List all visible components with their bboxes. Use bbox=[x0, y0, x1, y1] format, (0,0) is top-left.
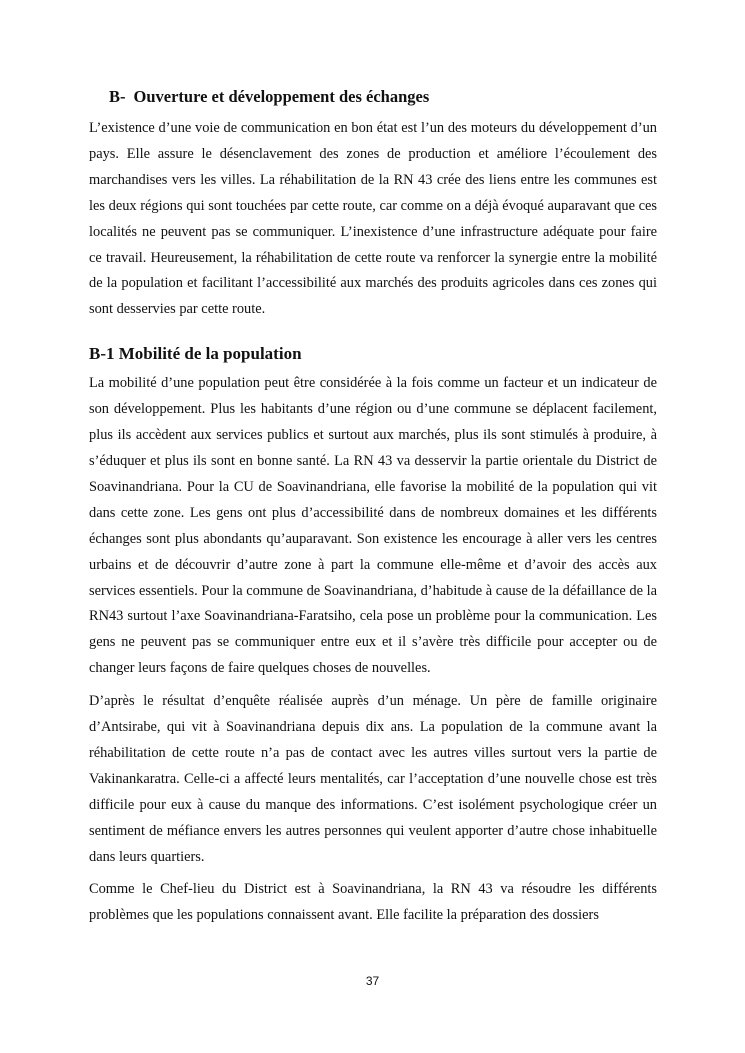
section-b-letter: B- bbox=[109, 87, 126, 106]
page-number: 37 bbox=[365, 974, 380, 988]
section-b1-paragraph-3: Comme le Chef-lieu du District est à Soavinandriana, la RN 43 va résoudre les différents problèmes que les populations connaissent avant. Elle facilite la préparation des dossiers bbox=[89, 881, 657, 924]
section-b-heading bbox=[109, 86, 657, 108]
section-b1-paragraph-2: D’après le résultat d’enquête réalisée auprès d’un ménage. Un père de famille originaire d’Antsirabe, qui vit à Soavinandriana depuis dix ans. La population de la commune avant la réhabilitation de cette route n’a pas de contact avec les autres villes surtout vers la partie de Vakinankaratra. Celle-ci a affecté leurs mentalités, car l’acceptation d’une nouvelle chose est très difficile pour eux à cause du manque des informations. C’est isolément psychologique créer un sentiment de méfiance envers les autres personnes qui veulent apporter d’autre chose inhabituelle dans leurs quartiers. bbox=[89, 693, 657, 865]
section-b-title: Ouverture et développement des échanges bbox=[133, 87, 430, 106]
section-b-paragraph: L’existence d’une voie de communication en bon état est l’un des moteurs du développement d’un pays. Elle assure le désenclavement des zones de production et améliore l’écoulement des marchandises vers les villes. La réhabilitation de la RN 43 crée des liens entre les communes est les deux régions qui sont touchées par cette route, car comme on a déjà évoqué auparavant que ces localités ne peuvent pas se communiquer. L’inexistence d’une infrastructure adéquate pour faire ce travail. Heureusement, la réhabilitation de cette route va renforcer la synergie entre la mobilité de la population et facilitant l’accessibilité aux marchés des produits agricoles dans ces zones qui sont desservies par cette route. bbox=[89, 120, 657, 318]
section-b1-heading: B-1 Mobilité de la population bbox=[89, 344, 302, 364]
document-page bbox=[89, 86, 657, 936]
section-b1-paragraph-1: La mobilité d’une population peut être considérée à la fois comme un facteur et un indicateur de son développement. Plus les habitants d’une région ou d’une commune se déplacent facilement, plus ils accèdent aux services publics et surtout aux marchés, plus ils sont stimulés à produire, à s’éduquer et plus ils sont en bonne santé. La RN 43 va desservir la partie orientale du District de Soavinandriana. Pour la CU de Soavinandriana, elle favorise la mobilité de la population qui vit dans cette zone. Les gens ont plus d’accessibilité dans de nombreux domaines et les différents échanges sont plus abondants qu’auparavant. Son existence les encourage à aller vers les centres urbains et de découvrir d’autre zone à part la commune elle-même et d’avoir des accès aux services essentiels. Pour la commune de Soavinandriana, d’habitude à cause de la défaillance de la RN43 surtout l’axe Soavinandriana-Faratsiho, cela pose un problème pour la communication. Les gens ne peuvent pas se communiquer entre eux et il s’avère très difficile pour accepter ou de changer leurs façons de faire quelques choses de nouvelles. bbox=[89, 375, 657, 677]
